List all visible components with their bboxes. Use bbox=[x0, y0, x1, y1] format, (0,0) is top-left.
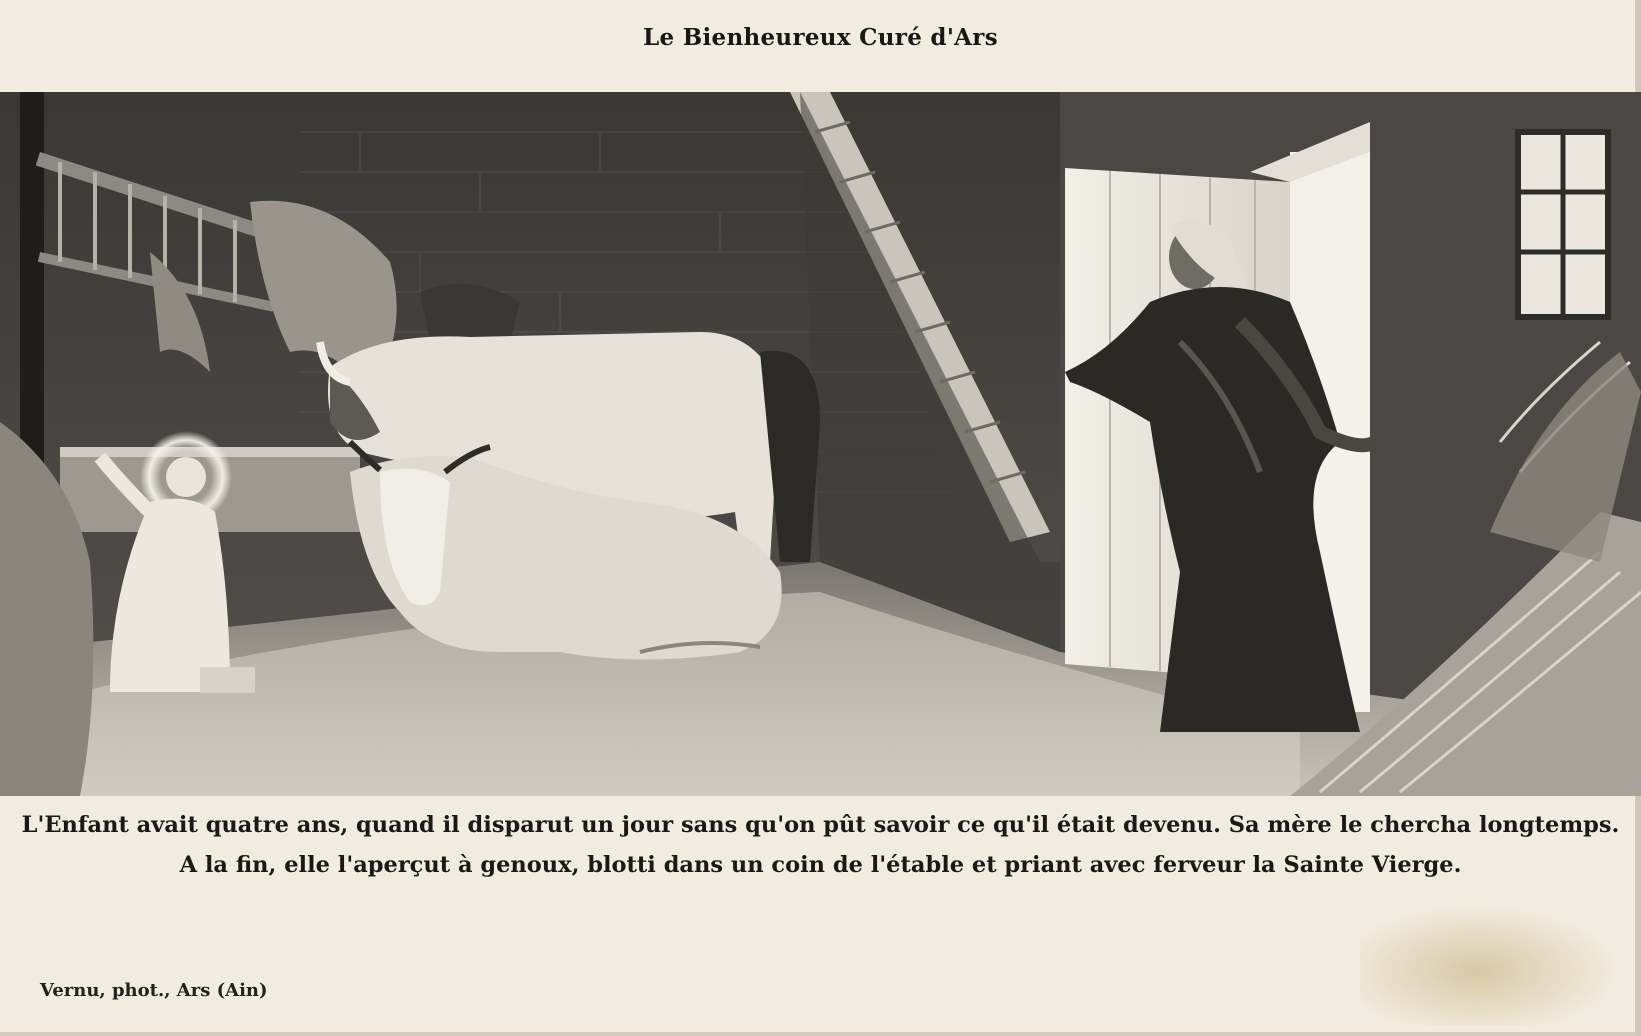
stable-illustration bbox=[0, 92, 1641, 796]
photographer-credit: Vernu, phot., Ars (Ain) bbox=[40, 980, 268, 1001]
age-stain bbox=[1360, 905, 1620, 1025]
caption-line-1: L'Enfant avait quatre ans, quand il disparut un jour sans qu'on pût savoir ce qu'il était devenu. Sa mère le chercha longtemps. bbox=[21, 812, 1620, 838]
stable-scene bbox=[0, 92, 1641, 796]
postcard-title: Le Bienheureux Curé d'Ars bbox=[643, 24, 998, 51]
caption-line-2: A la fin, elle l'aperçut à genoux, blotti dans un coin de l'étable et priant avec ferveur la Sainte Vierge. bbox=[179, 852, 1462, 878]
